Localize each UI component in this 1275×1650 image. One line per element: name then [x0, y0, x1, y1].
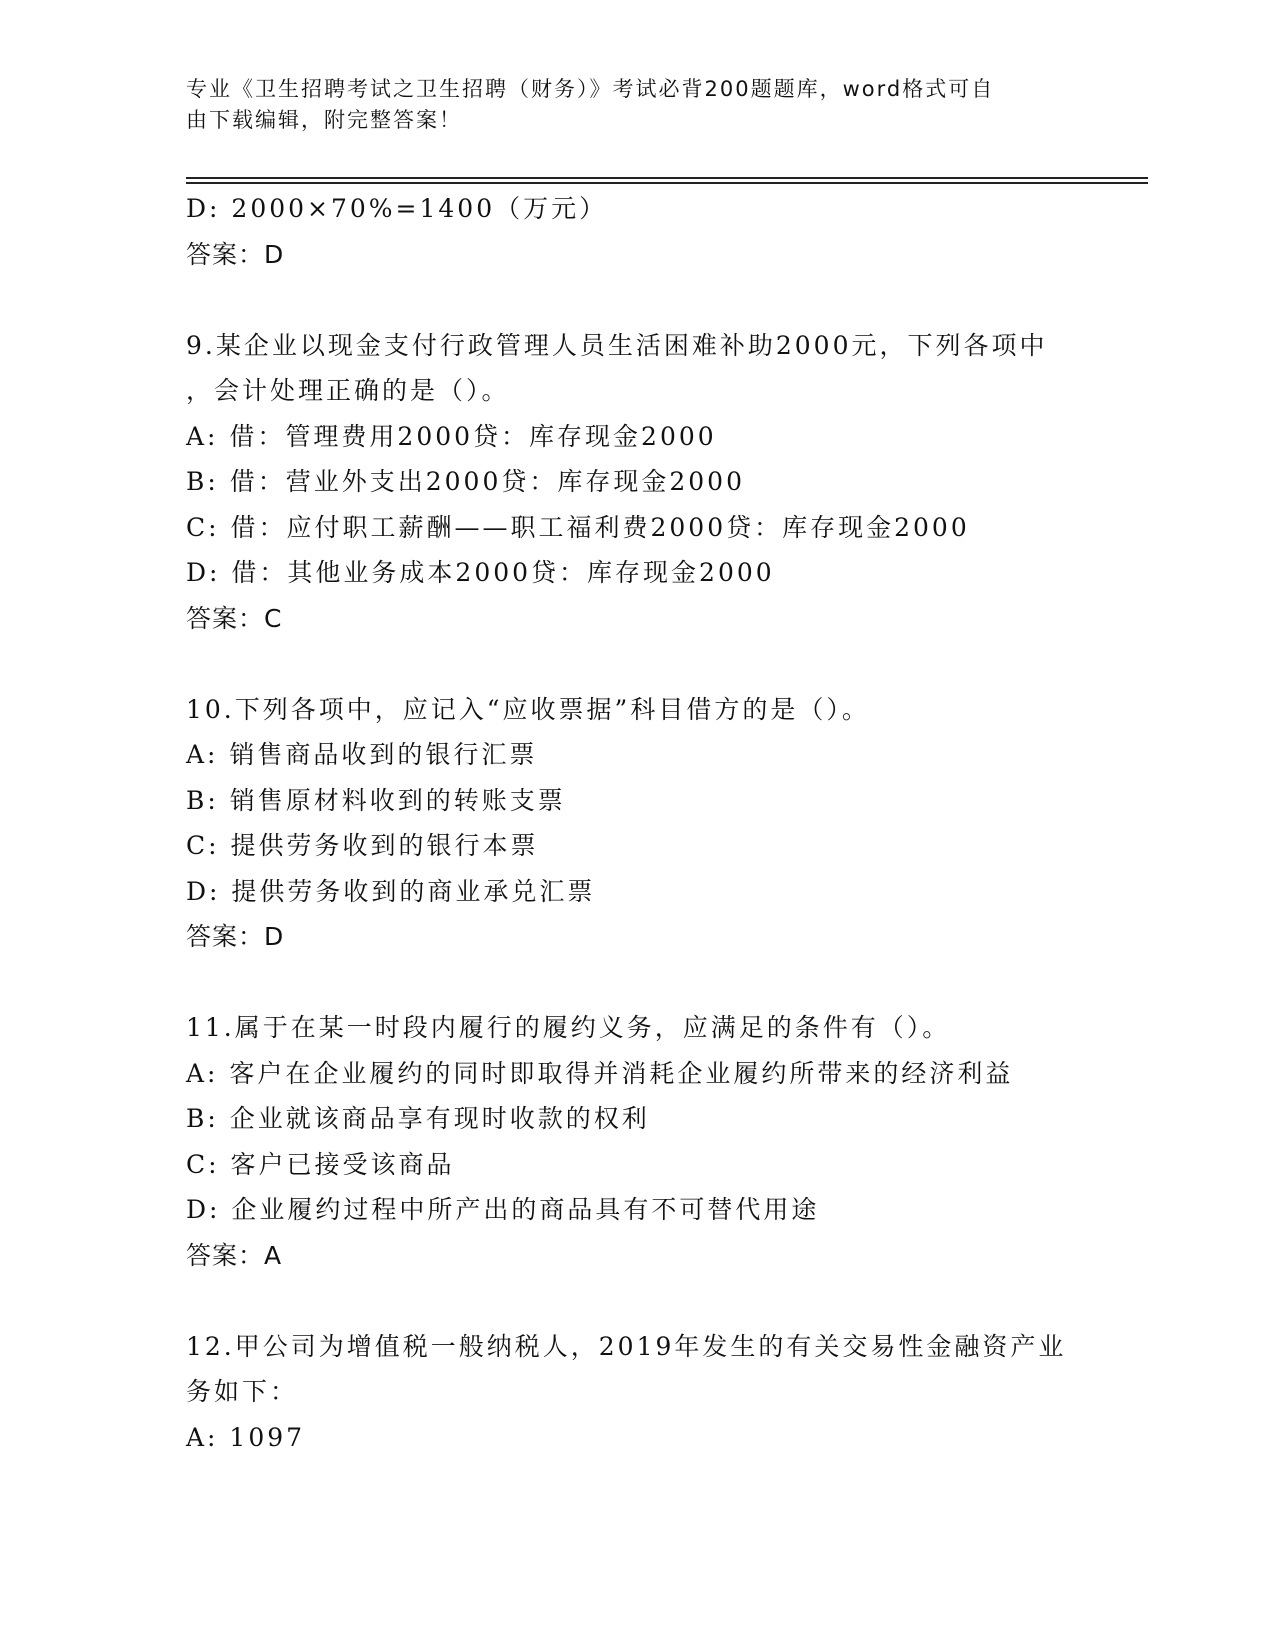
spacer: [186, 641, 1148, 687]
spacer: [186, 960, 1148, 1006]
question-stem: 11.属于在某一时段内履行的履约义务，应满足的条件有（）。: [186, 1013, 951, 1042]
question-stem-continued: ，会计处理正确的是（）。: [186, 376, 510, 405]
question-stem: 9.某企业以现金支付行政管理人员生活困难补助2000元，下列各项中: [186, 330, 1048, 360]
header-title-line-1: 专业《卫生招聘考试之卫生招聘（财务）》考试必背200题题库，word格式可自: [186, 77, 995, 101]
option-d: D: 提供劳务收到的商业承兑汇票: [186, 876, 596, 906]
question-8-tail: [186, 186, 1148, 277]
option-d: D: 2000×70%=1400（万元）: [186, 194, 608, 223]
option-c: C: 提供劳务收到的银行本票: [186, 831, 539, 860]
option-a: A: 借：管理费用2000贷：库存现金2000: [186, 421, 717, 451]
option-b: B: 借：营业外支出2000贷：库存现金2000: [186, 467, 745, 496]
header-title-line-2: 由下载编辑，附完整答案！: [186, 108, 462, 132]
spacer: [186, 1278, 1148, 1324]
question-stem: 12.甲公司为增值税一般纳税人，2019年发生的有关交易性金融资产业: [186, 1331, 1067, 1361]
question-stem-continued: 务如下：: [186, 1377, 299, 1406]
document-body: [186, 186, 1148, 1460]
answer-line: 答案：A: [186, 1240, 283, 1270]
question-stem: 10.下列各项中，应记入“应收票据”科目借方的是（）。: [186, 694, 870, 724]
answer-line: 答案：D: [186, 239, 285, 269]
question-9: [186, 323, 1148, 642]
option-a: A: 销售商品收到的银行汇票: [186, 740, 538, 769]
option-b: B: 销售原材料收到的转账支票: [186, 785, 566, 815]
question-10: [186, 687, 1148, 960]
option-a: A: 客户在企业履约的同时即取得并消耗企业履约所带来的经济利益: [186, 1058, 1014, 1088]
header-divider-bottom: [186, 182, 1148, 184]
answer-line: 答案：C: [186, 603, 283, 633]
option-b: B: 企业就该商品享有现时收款的权利: [186, 1104, 650, 1133]
option-c: C: 客户已接受该商品: [186, 1149, 455, 1179]
option-c: C: 借：应付职工薪酬——职工福利费2000贷：库存现金2000: [186, 512, 970, 542]
answer-line: 答案：D: [186, 922, 285, 951]
option-a: A: 1097: [186, 1422, 306, 1452]
page-header: [186, 74, 1086, 136]
header-divider-top: [186, 177, 1148, 179]
spacer: [186, 277, 1148, 323]
question-12: [186, 1324, 1148, 1461]
option-d: D: 企业履约过程中所产出的商品具有不可替代用途: [186, 1195, 820, 1224]
option-d: D: 借：其他业务成本2000贷：库存现金2000: [186, 558, 775, 587]
question-11: [186, 1005, 1148, 1278]
